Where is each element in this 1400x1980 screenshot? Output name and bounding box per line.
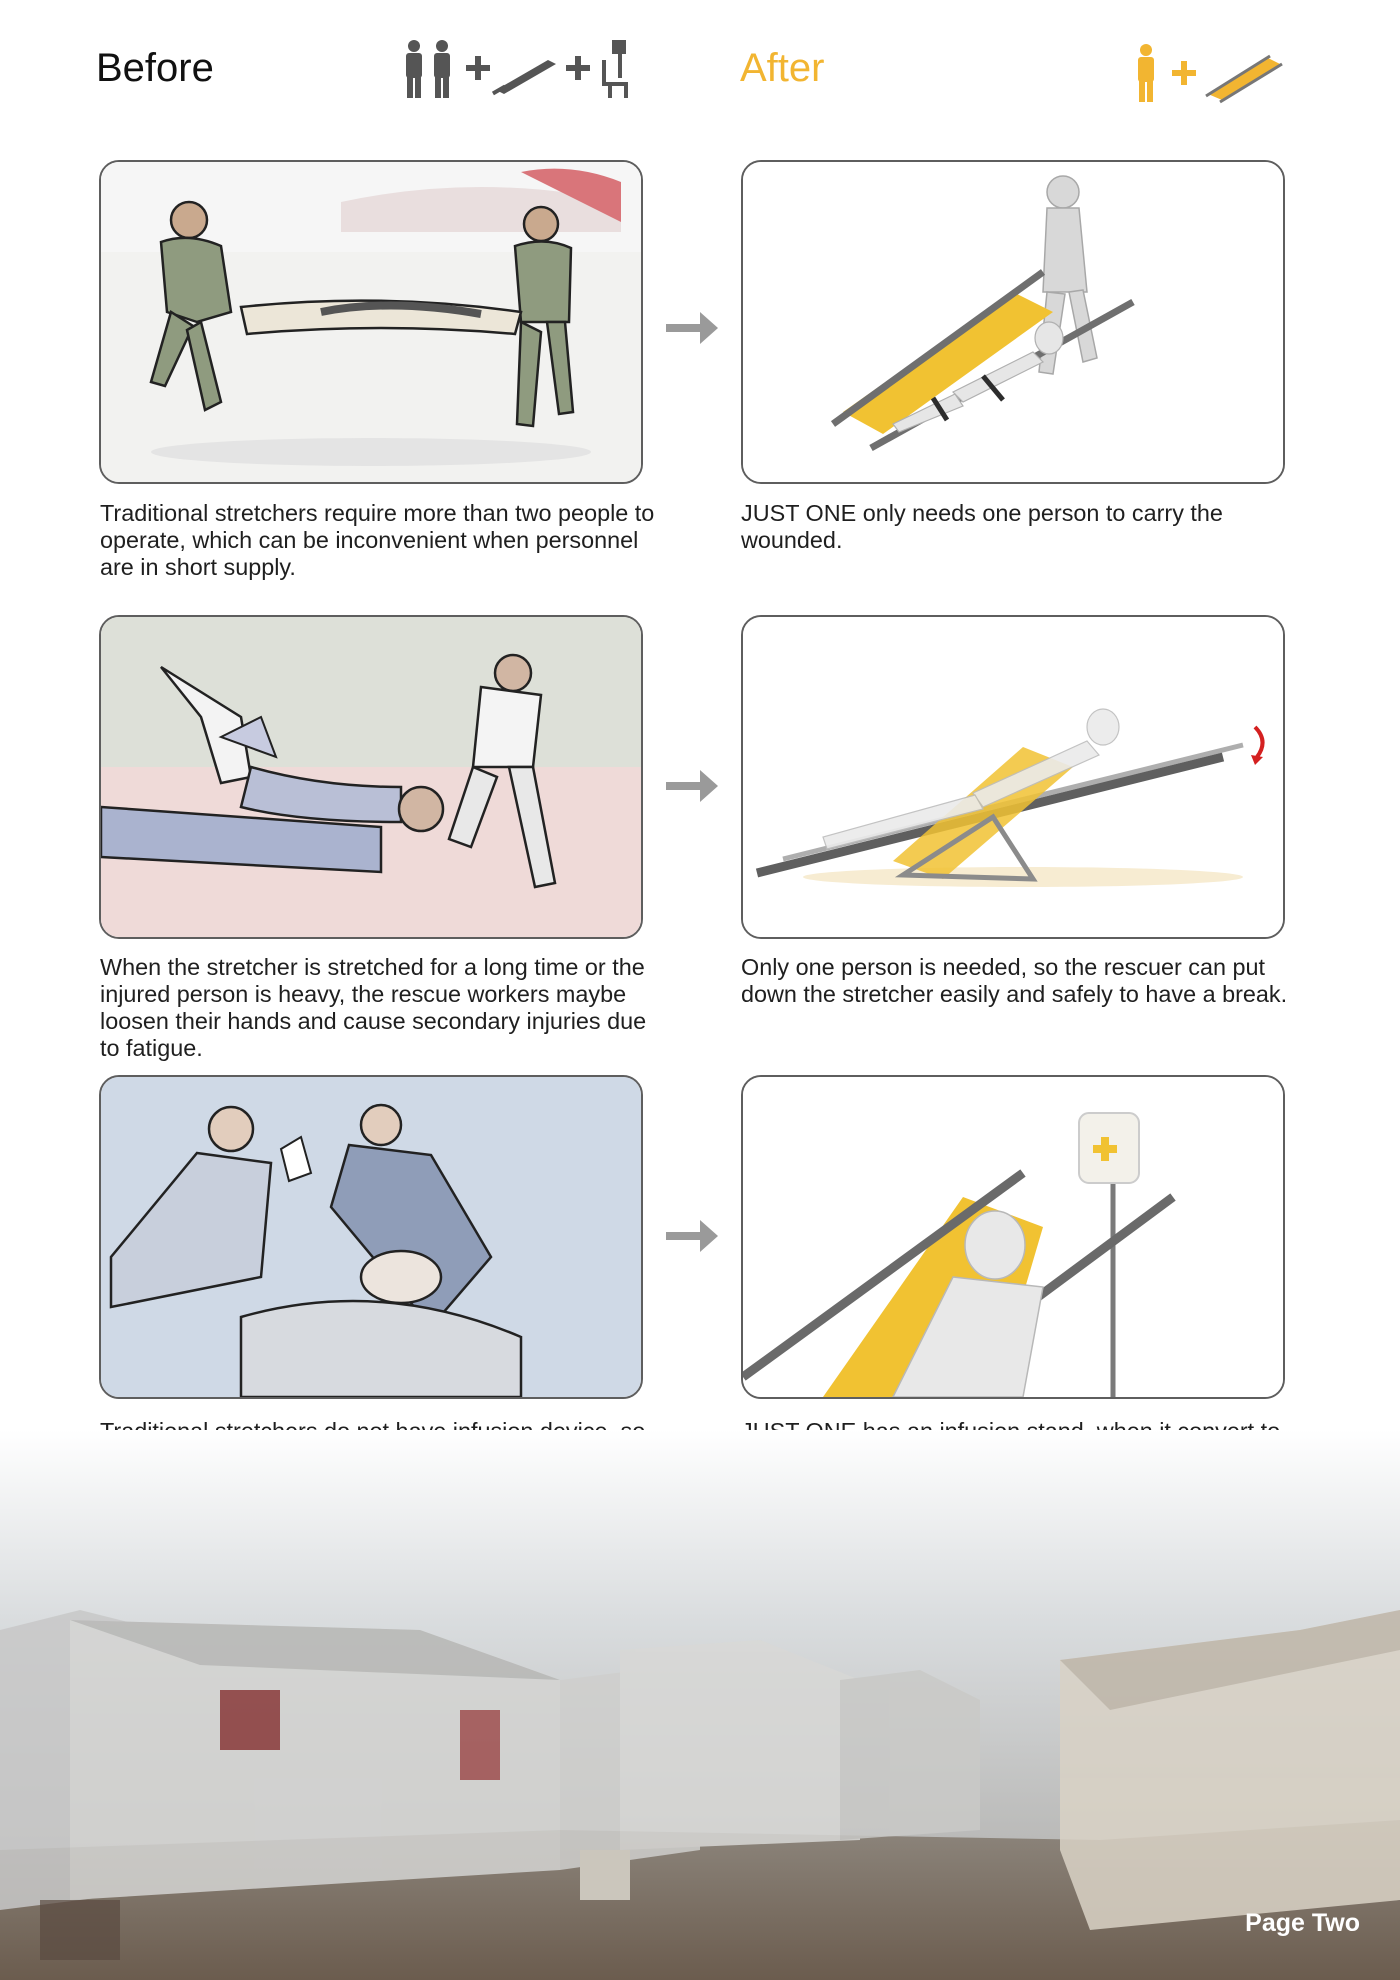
person-icon — [406, 40, 422, 98]
after-panel-2 — [741, 615, 1285, 939]
paramedics-with-infusion-illustration — [101, 1077, 641, 1397]
before-panel-3 — [99, 1075, 643, 1399]
before-title: Before — [96, 46, 214, 90]
plus-icon — [566, 56, 590, 80]
one-person-pulling-stretcher-render — [743, 162, 1283, 482]
arrow-right-icon — [664, 1216, 720, 1256]
after-caption-1: JUST ONE only needs one person to carry the wounded. — [741, 500, 1223, 553]
page-label: Page Two — [1245, 1909, 1360, 1937]
stretcher-resting-on-ground-render — [743, 617, 1283, 937]
before-caption-1: Traditional stretchers require more than two people to operate, which can be inconvenient when personnel are in short supply. — [100, 500, 655, 580]
before-caption-2: When the stretcher is stretched for a long time or the injured person is heavy, the rescue workers maybe loosen their hands and cause secondary injuries due to fatigue. — [100, 954, 647, 1061]
after-caption-2: Only one person is needed, so the rescuer can put down the stretcher easily and safely to have a break. — [741, 954, 1288, 1007]
yellow-stretcher-icon — [1206, 56, 1282, 102]
before-panel-1 — [99, 160, 643, 484]
after-title: After — [740, 46, 825, 90]
person-icon — [434, 40, 450, 98]
before-panel-2 — [99, 615, 643, 939]
plus-icon — [466, 56, 490, 80]
iv-chair-icon — [604, 42, 626, 98]
stretcher-icon — [492, 60, 556, 95]
after-panel-3 — [741, 1075, 1285, 1399]
arrow-right-icon — [664, 308, 720, 348]
rescuer-lifting-injured-athlete-illustration — [101, 617, 641, 937]
arrow-right-icon — [664, 766, 720, 806]
plus-icon — [1172, 61, 1196, 85]
after-panel-1 — [741, 160, 1285, 484]
refugee-camp-background — [0, 1430, 1400, 1980]
two-soldiers-carrying-stretcher-illustration — [101, 162, 641, 482]
seat-stretcher-with-infusion-stand-render — [743, 1077, 1283, 1397]
person-icon — [1138, 44, 1154, 102]
before-icons — [400, 38, 650, 102]
after-icons — [1130, 42, 1290, 106]
